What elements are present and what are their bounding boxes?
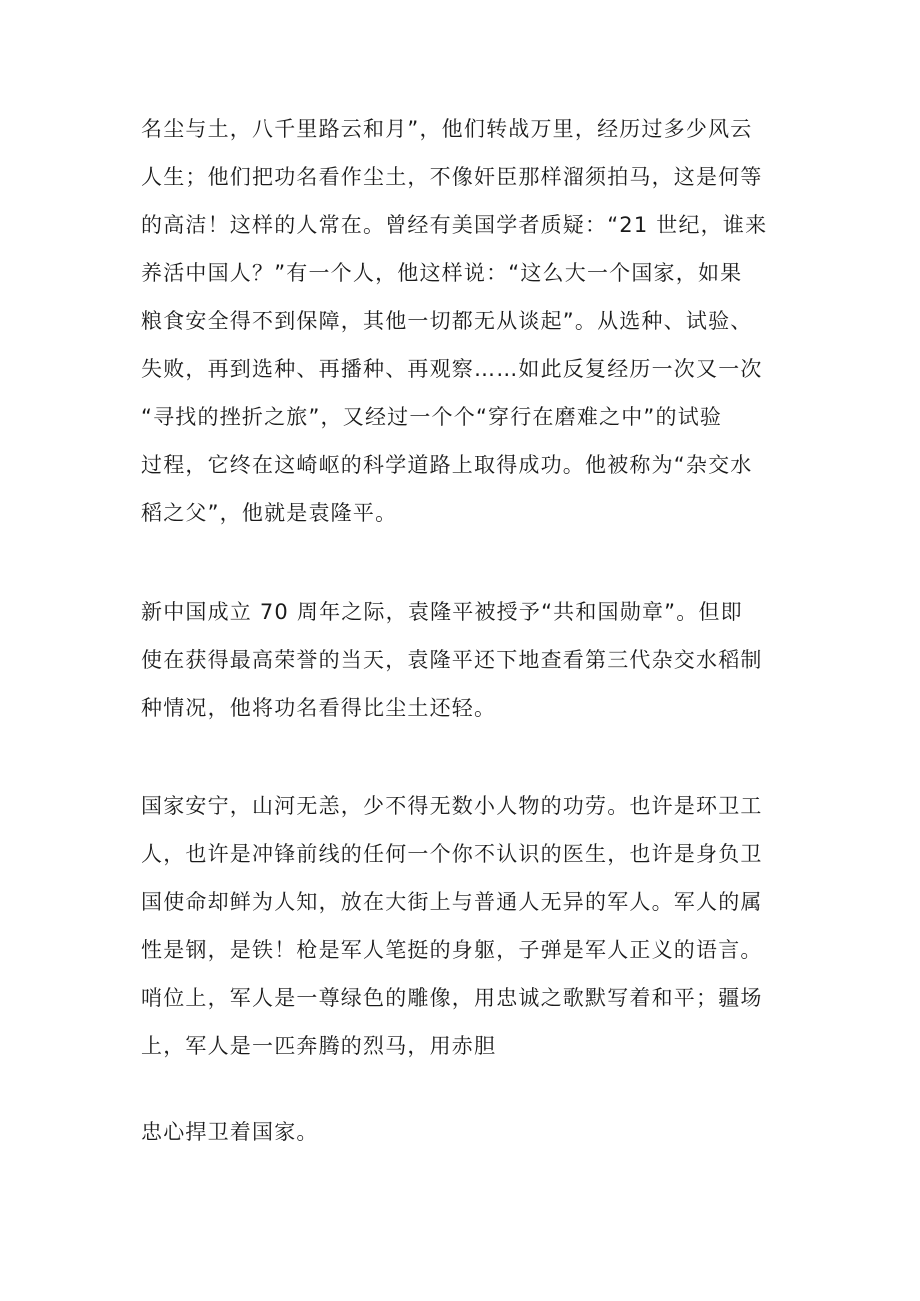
text-line: 种情况，他将功名看得比尘土还轻。 — [141, 696, 497, 720]
text-line: 养活中国人？”有一个人，他这样说：“这么大一个国家，如果 — [141, 261, 743, 285]
text-line: “寻找的挫折之旅”，又经过一个个“穿行在磨难之中”的试验 — [141, 405, 723, 429]
text-line: 的高洁！这样的人常在。曾经有美国学者质疑：“21 世纪，谁来 — [141, 213, 768, 237]
text-line: 稻之父”，他就是袁隆平。 — [141, 501, 398, 525]
text-line: 名尘与土，八千里路云和月”，他们转战万里，经历过多少风云 — [141, 117, 753, 141]
text-line: 上，军人是一匹奔腾的烈马，用赤胆 — [141, 1034, 497, 1058]
text-line: 哨位上，军人是一尊绿色的雕像，用忠诚之歌默写着和平；疆场 — [141, 986, 763, 1010]
text-line: 人生；他们把功名看作尘土，不像奸臣那样溜须拍马，这是何等 — [141, 165, 763, 189]
text-line: 过程，它终在这崎岖的科学道路上取得成功。他被称为“杂交水 — [141, 453, 753, 477]
text-line: 新中国成立 70 周年之际，袁隆平被授予“共和国勋章”。但即 — [141, 600, 743, 624]
text-line: 人，也许是冲锋前线的任何一个你不认识的医生，也许是身负卫 — [141, 842, 763, 866]
text-line: 忠心捍卫着国家。 — [141, 1120, 319, 1144]
text-line: 粮食安全得不到保障，其他一切都无从谈起”。从选种、试验、 — [141, 309, 753, 333]
text-line: 失败，再到选种、再播种、再观察……如此反复经历一次又一次 — [141, 357, 763, 381]
text-line: 性是钢，是铁！枪是军人笔挺的身躯，子弹是军人正义的语言。 — [141, 938, 763, 962]
text-line: 国家安宁，山河无恙，少不得无数小人物的功劳。也许是环卫工 — [141, 794, 763, 818]
text-line: 使在获得最高荣誉的当天，袁隆平还下地查看第三代杂交水稻制 — [141, 648, 763, 672]
text-line: 国使命却鲜为人知，放在大街上与普通人无异的军人。军人的属 — [141, 890, 763, 914]
